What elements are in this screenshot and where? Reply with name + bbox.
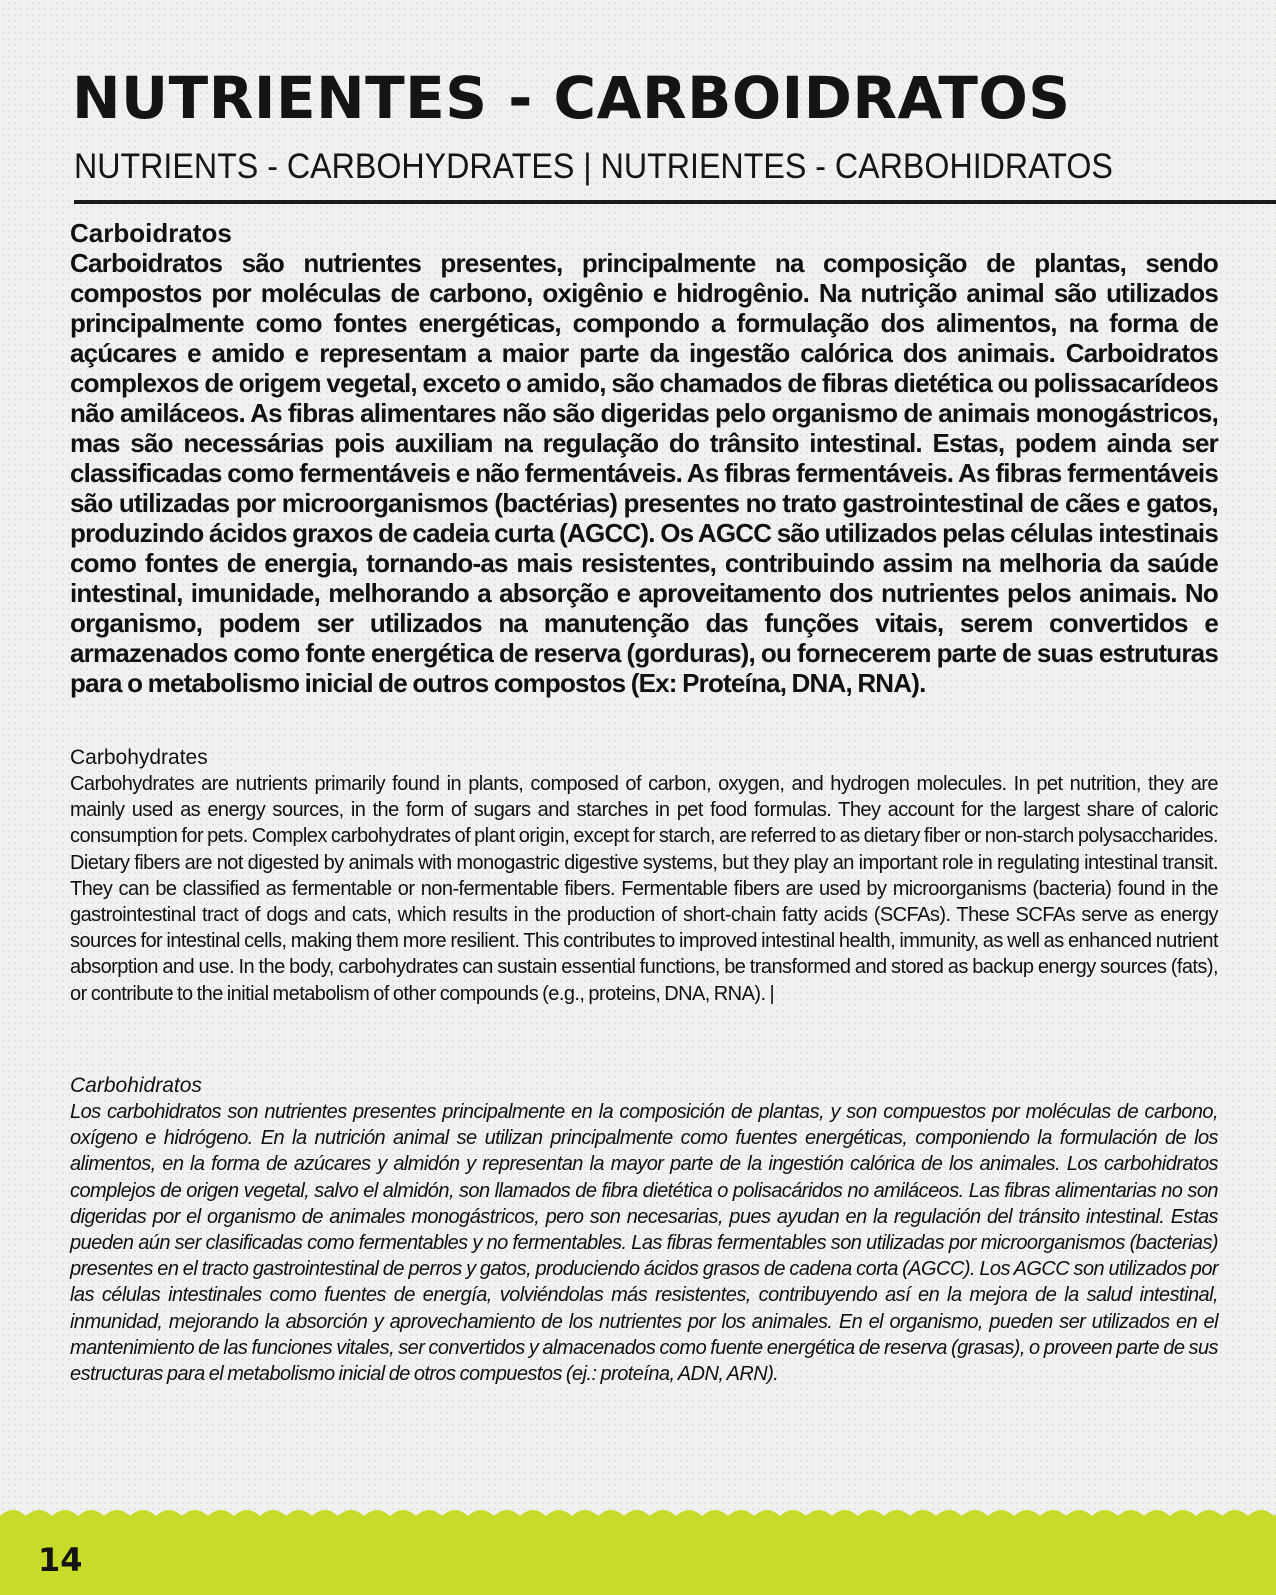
section-portuguese — [70, 218, 1218, 698]
page-subtitle: NUTRIENTS - CARBOHYDRATES | NUTRIENTES - CARBOHIDRATOS — [74, 147, 1113, 186]
section-body-spanish: Los carbohidratos son nutrientes presentes principalmente en la composición de plantas, y son compuestos por moléculas de carbono, oxígeno e hidrógeno. En la nutrición animal se utilizan principalmente como fuentes energéticas, componiendo la formulación de los alimentos, en la forma de azúcares y almidón y representan la mayor parte de la ingestión calórica de los animales. Los carbohidratos complejos de origen vegetal, salvo el almidón, son llamados de fibra dietética o polisacáridos no amiláceos. Las fibras alimentarias no son digeridas por el organismo de animales monogástricos, pero son necesarias, pues ayudan en la regulación del tránsito intestinal. Estas pueden aún ser clasificadas como fermentables y no fermentables. Las fibras fermentables son utilizadas por microorganismos (bacterias) presentes en el tracto gastrointestinal de perros y gatos, produciendo ácidos grasos de cadena corta (AGCC). Los AGCC son utilizados por las células intestinales como fuentes de energía, volviéndolas más resistentes, contribuyendo así en la mejora de la salud intestinal, inmunidad, mejorando la absorción y aprovechamiento de los nutrientes por los animales. En el organismo, pueden ser utilizados en el mantenimiento de las funciones vitales, ser convertidos y almacenados como fuente energética de reserva (grasas), o proveen parte de sus estructuras para el metabolismo inicial de otros compuestos (ej.: proteína, ADN, ARN). — [70, 1101, 1218, 1386]
section-heading-portuguese: Carboidratos — [70, 218, 232, 248]
section-body-portuguese: Carboidratos são nutrientes presentes, principalmente na composição de plantas, sendo compostos por moléculas de carbono, oxigênio e hidrogênio. Na nutrição animal são utilizados principalmente como fontes energéticas, compondo a formulação dos alimentos, na forma de açúcares e amido e representam a maior parte da ingestão calórica dos animais. Carboidratos complexos de origem vegetal, exceto o amido, são chamados de fibras dietética ou polissacarídeos não amiláceos. As fibras alimentares não são digeridas pelo organismo de animais monogástricos, mas são necessárias pois auxiliam na regulação do trânsito intestinal. Estas, podem ainda ser classificadas como fermentáveis e não fermentáveis. As fibras fermentáveis. As fibras fermentáveis são utilizadas por microorganismos (bactérias) presentes no trato gastrointestinal de cães e gatos, produzindo ácidos graxos de cadeia curta (AGCC). Os AGCC são utilizados pelas células intestinais como fontes de energia, tornando-as mais resistentes, contribuindo assim na melhoria da saúde intestinal, imunidade, melhorando a absorção e aproveitamento dos nutrientes pelos animais. No organismo, podem ser utilizados na manutenção das funções vitais, serem convertidos e armazenados como fonte energética de reserva (gorduras), ou fornecerem parte de suas estruturas para o metabolismo inicial de outros compostos (Ex: Proteína, DNA, RNA). — [70, 248, 1218, 698]
section-english — [70, 745, 1218, 1007]
page-number: 14 — [38, 1541, 83, 1579]
section-heading-spanish: Carbohidratos — [70, 1074, 202, 1097]
section-spanish — [70, 1073, 1218, 1387]
section-body-english: Carbohydrates are nutrients primarily found in plants, composed of carbon, oxygen, and hydrogen molecules. In pet nutrition, they are mainly used as energy sources, in the form of sugars and starches in pet food formulas. They account for the largest share of caloric consumption for pets. Complex carbohydrates of plant origin, except for starch, are referred to as dietary fiber or non-starch polysaccharides. Dietary fibers are not digested by animals with monogastric digestive systems, but they play an important role in regulating intestinal transit. They can be classified as fermentable or non-fermentable fibers. Fermentable fibers are used by microorganisms (bacteria) found in the gastrointestinal tract of dogs and cats, which results in the production of short-chain fatty acids (SCFAs). These SCFAs serve as energy sources for intestinal cells, making them more resilient. This contributes to improved intestinal health, immunity, as well as enhanced nutrient absorption and use. In the body, carbohydrates can sustain essential functions, be transformed and stored as backup energy sources (fats), or contribute to the initial metabolism of other compounds (e.g., proteins, DNA, RNA). | — [70, 773, 1218, 1005]
section-heading-english: Carbohydrates — [70, 746, 208, 769]
header-divider — [74, 200, 1276, 204]
page-title: NUTRIENTES - CARBOIDRATOS — [72, 64, 1071, 132]
footer-wave-band — [0, 1500, 1276, 1595]
